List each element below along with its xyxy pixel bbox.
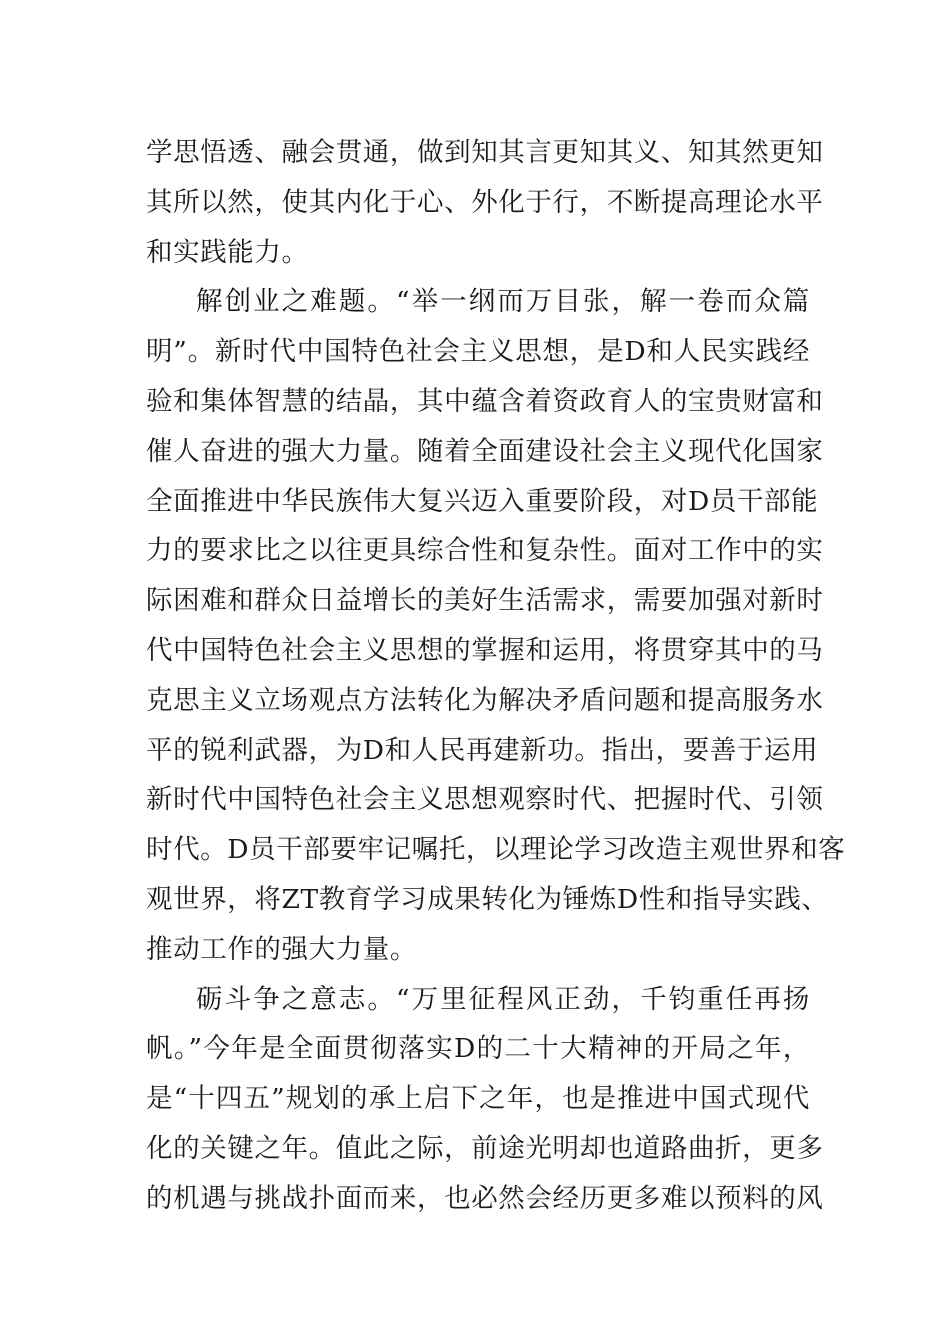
paragraph-line: 是“十四五”规划的承上启下之年，也是推进中国式现代 [146,1083,810,1115]
paragraph-line: 时代。D员干部要牢记嘱托，以理论学习改造主观世界和客 [146,834,846,866]
section-first-line [146,975,810,1025]
section-heading: 解创业之难题。 [196,286,396,318]
paragraph-line: 催人奋进的强大力量。随着全面建设社会主义现代化国家 [146,435,824,467]
paragraph-line: 代中国特色社会主义思想的掌握和运用，将贯穿其中的马 [146,634,824,666]
paragraph-line: 平的锐利武器，为D和人民再建新功。指出，要善于运用 [146,734,819,766]
paragraph-line: 力的要求比之以往更具综合性和复杂性。面对工作中的实 [146,535,824,567]
paragraph-line: 克思主义立场观点方法转化为解决矛盾问题和提高服务水 [146,684,824,716]
paragraph-line: 学思悟透、融会贯通，做到知其言更知其义、知其然更知 [146,137,824,168]
paragraph-text: “举一纲而万目张，解一卷而众篇 [395,286,810,318]
paragraph-line: 验和集体智慧的结晶，其中蕴含着资政育人的宝贵财富和 [146,385,824,417]
paragraph-line: 和实践能力。 [146,236,309,268]
section-first-line [146,277,810,327]
paragraph-line: 推动工作的强大力量。 [146,933,417,965]
paragraph-line: 化的关键之年。值此之际，前途光明却也道路曲折，更多 [146,1132,824,1164]
paragraph-line: 其所以然，使其内化于心、外化于行，不断提高理论水平 [146,186,824,218]
paragraph-line: 际困难和群众日益增长的美好生活需求，需要加强对新时 [146,585,824,617]
section-heading: 砺斗争之意志。 [196,983,396,1015]
paragraph-line: 的机遇与挑战扑面而来，也必然会经历更多难以预料的风 [146,1182,824,1214]
paragraph-line: 帆。”今年是全面贯彻落实D的二十大精神的开局之年， [146,1033,810,1065]
paragraph-line: 新时代中国特色社会主义思想观察时代、把握时代、引领 [146,784,824,816]
paragraph-line: 明”。新时代中国特色社会主义思想，是D和人民实践经 [146,336,810,368]
paragraph-line: 观世界，将ZT教育学习成果转化为锤炼D性和指导实践、 [146,883,829,915]
paragraph-text: “万里征程风正劲，千钧重任再扬 [395,983,810,1015]
body-text [146,128,846,1224]
paragraph-line: 全面推进中华民族伟大复兴迈入重要阶段，对D员干部能 [146,485,819,517]
